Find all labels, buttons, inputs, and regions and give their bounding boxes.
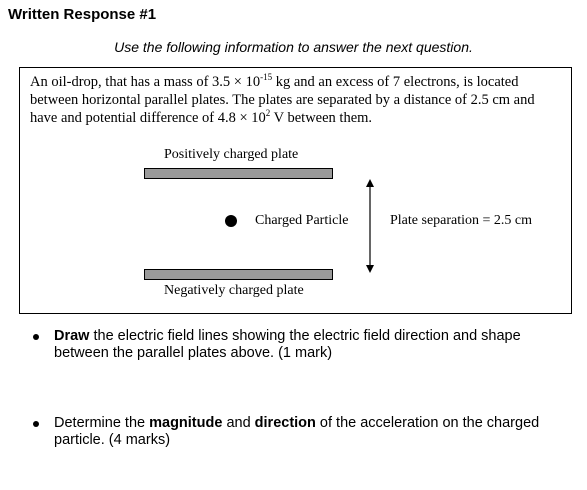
question-draw-bold: Draw bbox=[54, 328, 90, 344]
question-draw-text: the electric field lines showing the electric field direction and shape between the parallel plates above. (1 mark) bbox=[54, 328, 521, 361]
voltage-exponent: 2 bbox=[265, 108, 271, 118]
paragraph-part-3: V between them. bbox=[270, 110, 373, 126]
question-determine-c: and bbox=[222, 415, 255, 431]
negative-plate bbox=[144, 269, 333, 280]
separation-arrow-icon bbox=[363, 178, 377, 274]
information-box bbox=[19, 67, 572, 314]
heading: Written Response #1 bbox=[8, 6, 157, 23]
paragraph-part-1: An oil-drop, that has a mass of 3.5 × 10 bbox=[30, 74, 261, 90]
charged-particle-label: Charged Particle bbox=[255, 213, 349, 228]
mass-exponent: -15 bbox=[260, 72, 273, 82]
question-determine-magnitude: magnitude bbox=[149, 415, 223, 431]
question-determine-d: of the acceleration on the charged particle. (4 marks) bbox=[54, 415, 540, 448]
question-draw bbox=[0, 328, 564, 362]
positive-plate bbox=[144, 168, 333, 179]
problem-paragraph bbox=[30, 73, 565, 127]
instruction-text: Use the following information to answer the next question. bbox=[114, 39, 473, 55]
question-list-2 bbox=[0, 415, 564, 449]
plate-separation-label: Plate separation = 2.5 cm bbox=[390, 213, 533, 228]
question-determine bbox=[0, 415, 564, 449]
question-list-1 bbox=[0, 328, 564, 362]
positive-plate-label: Positively charged plate bbox=[164, 147, 299, 162]
paragraph-part-2: kg and an excess of 7 electrons, is located between horizontal parallel plates. The plates are separated by a distance of 2.5 cm and have and potential difference of 4.8 × 10 bbox=[30, 74, 535, 126]
charged-particle-dot bbox=[225, 215, 237, 227]
negative-plate-label: Negatively charged plate bbox=[164, 283, 304, 298]
question-determine-direction: direction bbox=[254, 415, 316, 431]
question-determine-a: Determine the bbox=[54, 415, 150, 431]
